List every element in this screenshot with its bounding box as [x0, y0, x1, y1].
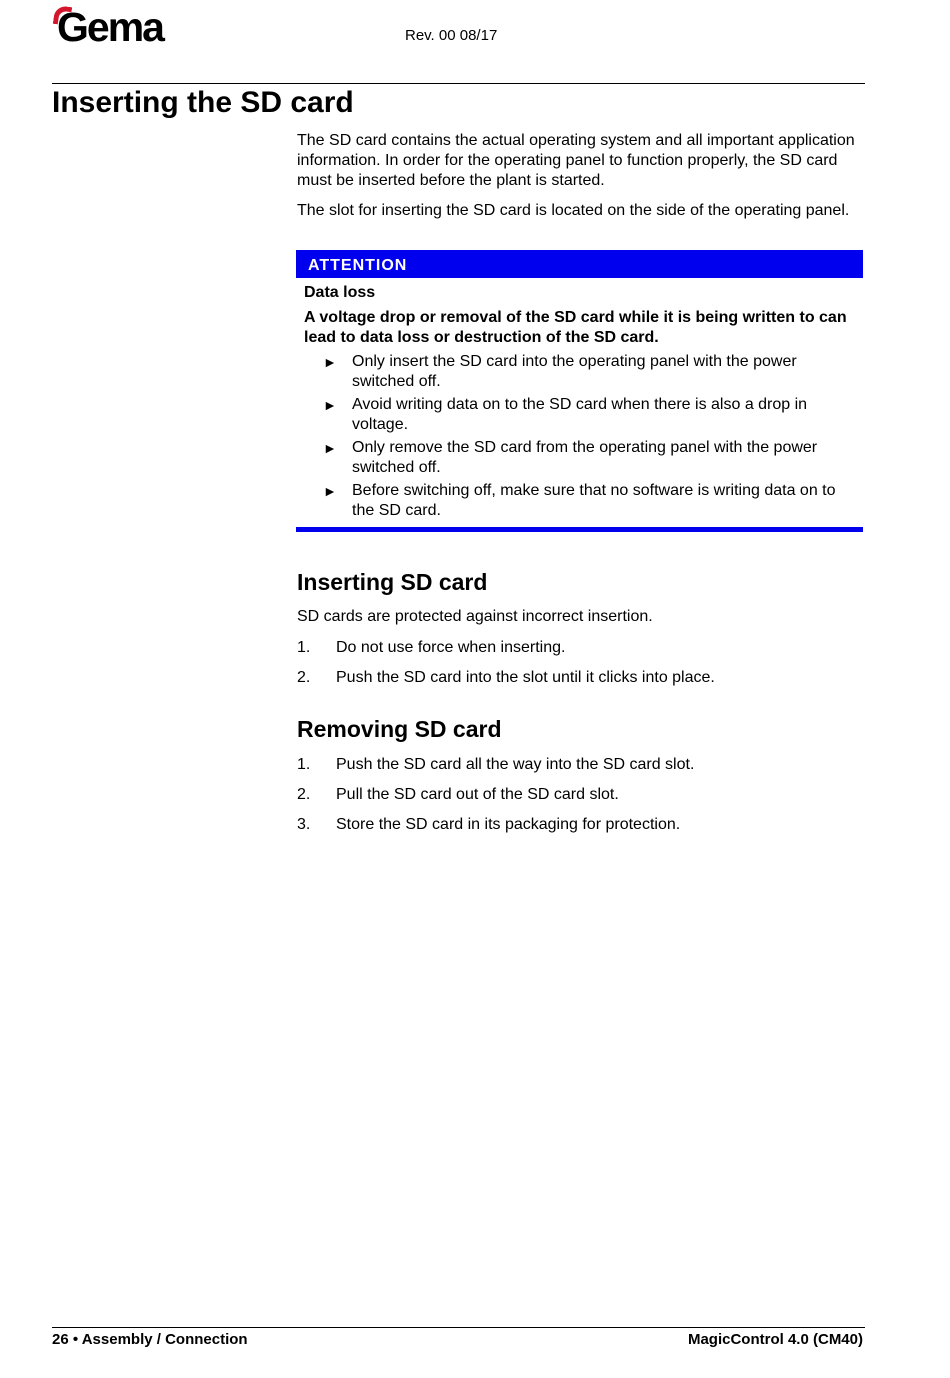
footer-rule [52, 1327, 865, 1328]
removing-step: 3. Store the SD card in its packaging for protection. [297, 816, 681, 833]
page-title: Inserting the SD card [52, 86, 354, 119]
triangle-bullet-icon: ► [323, 440, 337, 456]
attention-bullet: ► Only remove the SD card from the operating panel with the power switched off. [323, 439, 818, 476]
attention-bullet: ► Avoid writing data on to the SD card when there is also a drop in voltage. [323, 396, 808, 433]
removing-step: 2. Pull the SD card out of the SD card slot. [297, 786, 619, 803]
footer-product: MagicControl 4.0 (CM40) [687, 1331, 863, 1348]
attention-heading: Data loss [304, 284, 376, 301]
triangle-bullet-icon: ► [323, 483, 337, 499]
removing-step: 1. Push the SD card all the way into the SD card slot. [297, 756, 695, 773]
attention-bullet: ► Before switching off, make sure that no software is writing data on to the SD card. [323, 482, 836, 519]
inserting-step: 2. Push the SD card into the slot until it clicks into place. [297, 669, 715, 686]
triangle-bullet-icon: ► [323, 397, 337, 413]
attention-box [296, 250, 863, 532]
inserting-step: 1. Do not use force when inserting. [297, 639, 566, 656]
triangle-bullet-icon: ► [323, 354, 337, 370]
inserting-text: SD cards are protected against incorrect insertion. [297, 608, 653, 625]
intro-paragraph: The slot for inserting the SD card is located on the side of the operating panel. [297, 202, 850, 219]
attention-statement: A voltage drop or removal of the SD card while it is being written to can lead to data loss or destruction of the SD card. [304, 309, 847, 346]
revision-label: Rev. 00 08/17 [405, 27, 498, 44]
logo-wordmark: Gema [57, 4, 163, 50]
gema-logo [52, 4, 172, 48]
intro-block [297, 131, 863, 221]
section-heading-inserting: Inserting SD card [297, 569, 488, 595]
intro-paragraph: The SD card contains the actual operating system and all important application information. In order for the operating panel to function properly, the SD card must be inserted before the plant is started. [297, 132, 855, 189]
footer-page-section: 26 • Assembly / Connection [52, 1331, 248, 1348]
header-rule [52, 83, 865, 84]
attention-label: ATTENTION [296, 250, 863, 278]
section-heading-removing: Removing SD card [297, 716, 502, 742]
attention-bottom-rule [296, 527, 863, 532]
attention-bullet: ► Only insert the SD card into the operating panel with the power switched off. [323, 353, 797, 390]
